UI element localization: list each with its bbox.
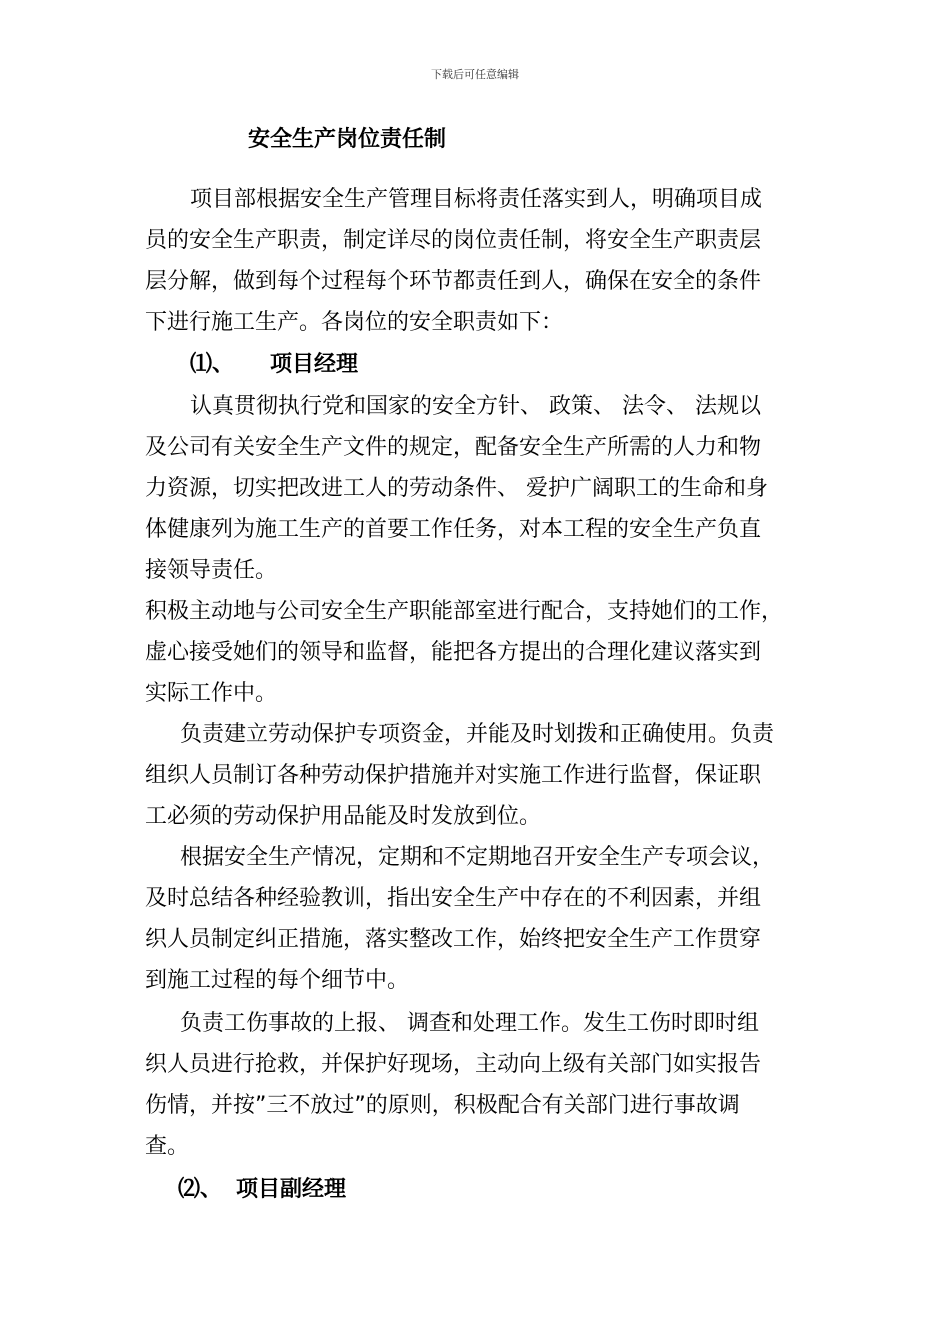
paragraph-line: 工必须的劳动保护用品能及时发放到位。 bbox=[145, 804, 542, 829]
intro-line: 员的安全生产职责，制定详尽的岗位责任制，将安全生产职责层 bbox=[145, 228, 762, 253]
document-title: 安全生产岗位责任制 bbox=[248, 127, 447, 152]
paragraph-line: 织人员进行抢救，并保护好现场，主动向上级有关部门如实报告 bbox=[145, 1052, 762, 1077]
paragraph-line: 及时总结各种经验教训，指出安全生产中存在的不利因素，并组 bbox=[145, 886, 762, 911]
paragraph-line: 负责建立劳动保护专项资金，并能及时划拨和正确使用。负责 bbox=[180, 722, 775, 747]
section-number: ⑵、 bbox=[178, 1177, 223, 1202]
paragraph-line: 积极主动地与公司安全生产职能部室进行配合，支持她们的工作， bbox=[145, 599, 784, 624]
paragraph-line: 虚心接受她们的领导和监督，能把各方提出的合理化建议落实到 bbox=[145, 640, 762, 665]
paragraph-line: 实际工作中。 bbox=[145, 681, 278, 706]
paragraph-line: 查。 bbox=[145, 1134, 190, 1159]
intro-line: 层分解，做到每个过程每个环节都责任到人，确保在安全的条件 bbox=[145, 269, 762, 294]
paragraph-line: 体健康列为施工生产的首要工作任务，对本工程的安全生产负直 bbox=[145, 517, 762, 542]
paragraph-line: 根据安全生产情况，定期和不定期地召开安全生产专项会议， bbox=[180, 845, 775, 870]
paragraph-line: 组织人员制订各种劳动保护措施并对实施工作进行监督，保证职 bbox=[145, 763, 762, 788]
paragraph-line: 到施工过程的每个细节中。 bbox=[145, 968, 410, 993]
section-number: ⑴、 bbox=[190, 352, 235, 377]
paragraph-line: 接领导责任。 bbox=[145, 558, 278, 583]
section-heading: 项目副经理 bbox=[236, 1177, 347, 1202]
intro-line: 下进行施工生产。各岗位的安全职责如下： bbox=[145, 310, 564, 335]
paragraph-line: 织人员制定纠正措施，落实整改工作，始终把安全生产工作贯穿 bbox=[145, 927, 762, 952]
intro-line: 项目部根据安全生产管理目标将责任落实到人，明确项目成 bbox=[190, 187, 763, 212]
header-note: 下载后可任意编辑 bbox=[431, 68, 519, 81]
paragraph-line: 认真贯彻执行党和国家的安全方针、 政策、 法令、 法规以 bbox=[190, 394, 761, 419]
paragraph-line: 及公司有关安全生产文件的规定，配备安全生产所需的人力和物 bbox=[145, 435, 762, 460]
section-heading: 项目经理 bbox=[270, 352, 359, 377]
paragraph-line: 负责工伤事故的上报、 调查和处理工作。发生工伤时即时组 bbox=[180, 1011, 759, 1036]
paragraph-line: 力资源，切实把改进工人的劳动条件、 爱护广阔职工的生命和身 bbox=[145, 476, 768, 501]
paragraph-line: 伤情，并按”三不放过”的原则，积极配合有关部门进行事故调 bbox=[145, 1093, 740, 1118]
